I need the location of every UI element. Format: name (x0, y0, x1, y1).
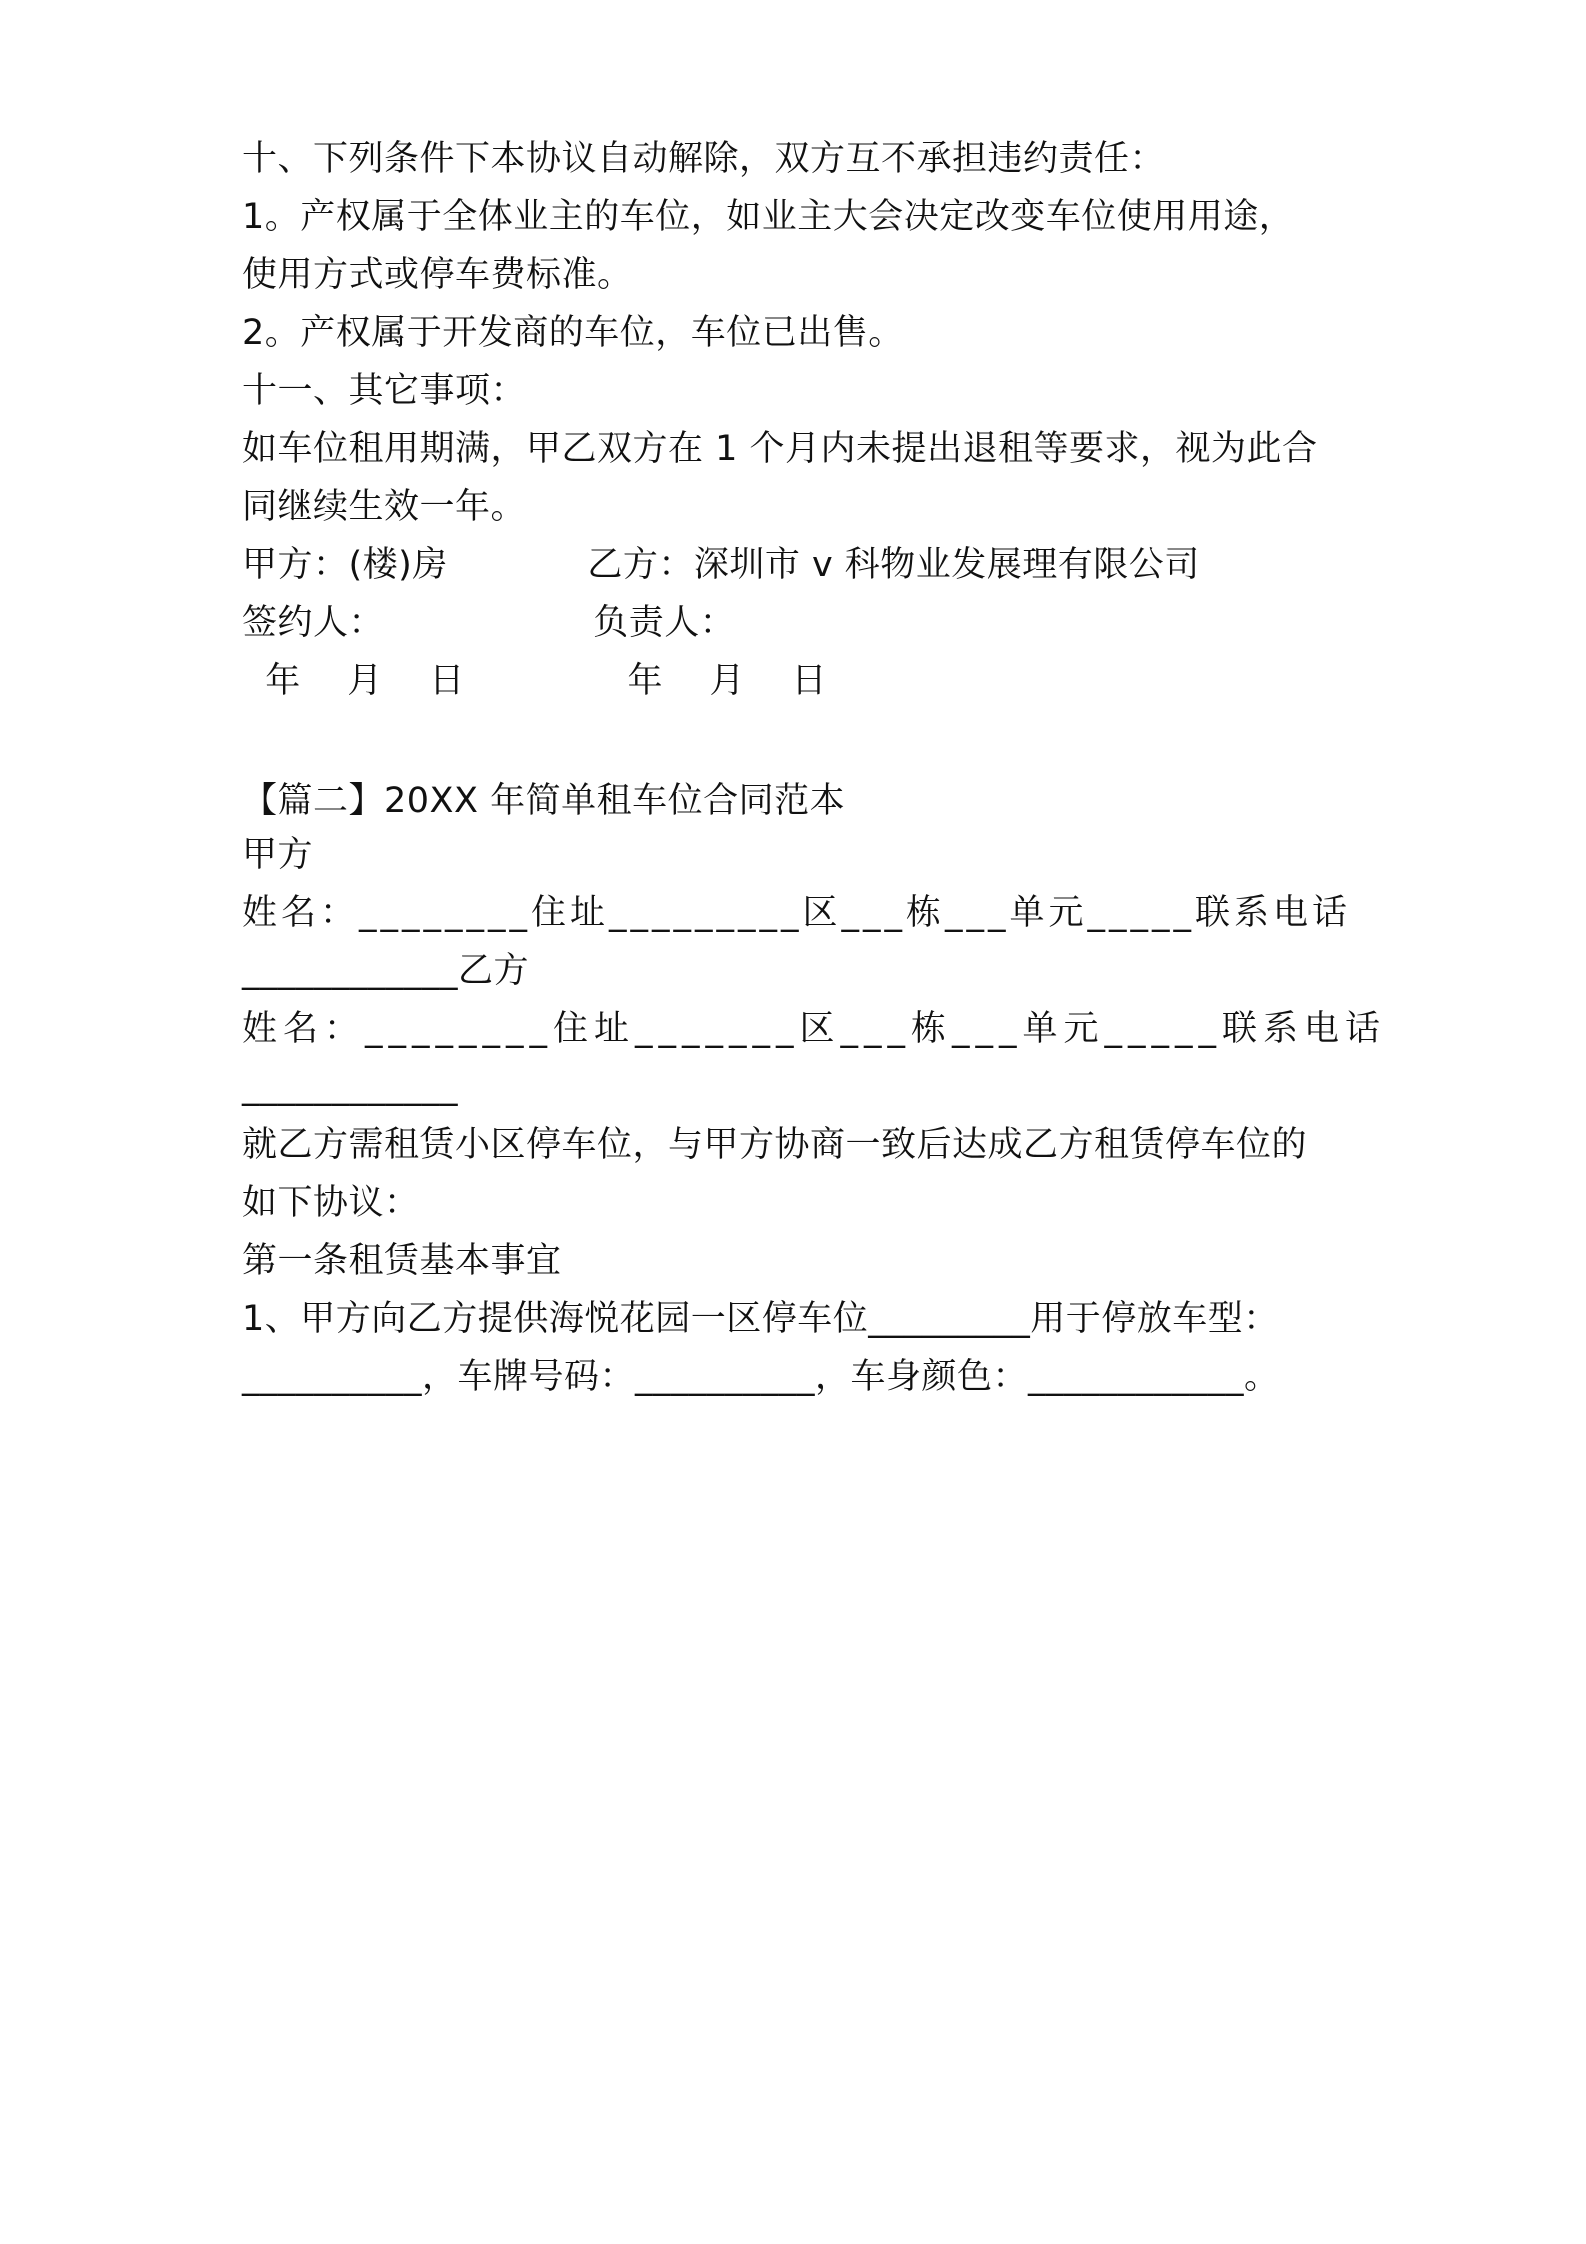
section-two-title: 【篇二】20XX 年简单租车位合同范本 (242, 781, 846, 821)
clause-eleven-text: 如车位租用期满，甲乙双方在 1 个月内未提出退租等要求，视为此合 (242, 429, 1318, 469)
party-a-phone-party-b: ____________乙方 (242, 951, 530, 991)
party-b-info: 姓名：________住址_______区___栋___单元_____联系电话 (242, 1009, 1387, 1049)
clause-ten-heading: 十、下列条件下本协议自动解除，双方互不承担违约责任： (242, 139, 1166, 179)
signature-dates: 年 月 日 年 月 日 (242, 661, 828, 701)
party-a-label: 甲方 (242, 835, 314, 875)
party-b-phone: ____________ (242, 1067, 458, 1107)
party-a-info: 姓名：________住址_________区___栋___单元_____联系电话 (242, 893, 1352, 933)
party-names: 甲方：(楼)房 乙方：深圳市 v 科物业发展理有限公司 (242, 545, 1200, 585)
clause-ten-item-2: 2。产权属于开发商的车位，车位已出售。 (242, 313, 904, 353)
article-one-item-1: 1、甲方向乙方提供海悦花园一区停车位_________用于停放车型： (242, 1299, 1279, 1339)
agreement-intro: 就乙方需租赁小区停车位，与甲方协商一致后达成乙方租赁停车位的 (242, 1125, 1308, 1165)
clause-ten-item-1: 1。产权属于全体业主的车位，如业主大会决定改变车位使用用途， (242, 197, 1295, 237)
article-one-heading: 第一条租赁基本事宜 (242, 1241, 562, 1281)
signatories: 签约人： 负责人： (242, 603, 736, 643)
clause-eleven-text-cont: 同继续生效一年。 (242, 487, 527, 527)
agreement-intro-cont: 如下协议： (242, 1183, 420, 1223)
clause-eleven-heading: 十一、其它事项： (242, 371, 527, 411)
clause-ten-item-1-cont: 使用方式或停车费标准。 (242, 255, 633, 295)
article-one-item-1-cont: __________，车牌号码：__________，车身颜色：____________。 (242, 1357, 1280, 1397)
